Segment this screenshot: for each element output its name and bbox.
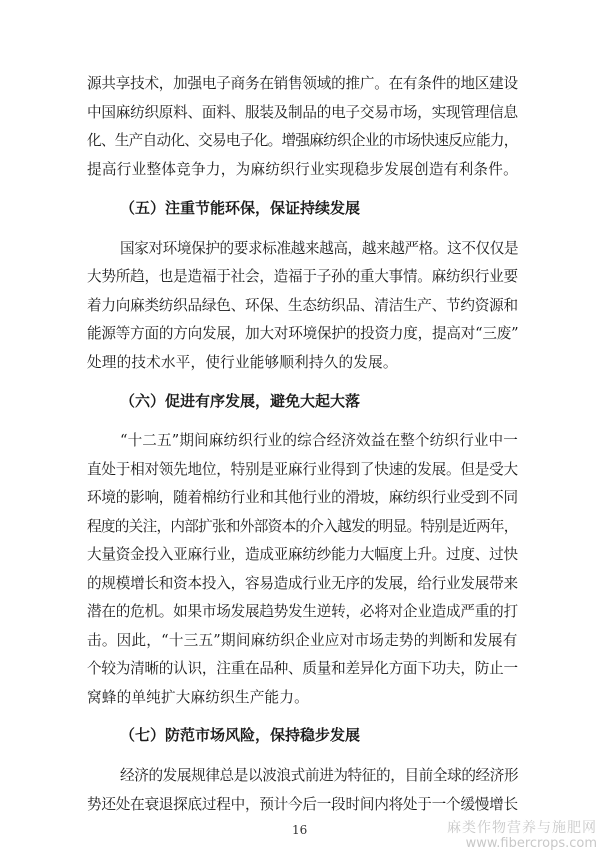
text-line: 提高行业整体竞争力，为麻纺织行业实现稳步发展创造有利条件。 [87,161,519,178]
watermark-url: www.fibercrops.com [465,836,597,851]
text-line: 着力向麻类纺织品绿色、环保、生态纺织品、清洁生产、节约资源和 [87,297,518,314]
text-line: 源共享技术，加强电子商务在销售领域的推广。在有条件的地区建设 [87,75,518,92]
text-line: 经济的发展规律总是以波浪式前进为特征的，目前全球的经济形 [120,767,519,784]
text-line: 处理的技术水平，使行业能够顺利持久的发展。 [87,354,398,371]
text-line: 直处于相对领先地位，特别是亚麻行业得到了快速的发展。但是受大 [87,461,518,478]
text-line: 环境的影响，随着棉纺行业和其他行业的滑坡，麻纺织行业受到不同 [87,489,518,506]
text-line: 的规模增长和资本投入，容易造成行业无序的发展，给行业发展带来 [87,575,518,592]
page-number: 16 [292,823,308,837]
text-line: 击。因此，“十三五”期间麻纺织企业应对市场走势的判断和发展有 [87,632,518,649]
watermark-title: 麻类作物营养与施肥网 [447,820,597,836]
text-line: 程度的关注，内部扩张和外部资本的介入越发的明显。特别是近两年， [87,518,518,535]
text-line: 国家对环境保护的要求标准越来越高，越来越严格。这不仅仅是 [120,240,519,257]
text-line: “十二五”期间麻纺织行业的综合经济效益在整个纺织行业中一 [120,432,518,449]
text-line: 大量资金投入亚麻行业，造成亚麻纺纱能力大幅度上升。过度、过快 [87,546,518,563]
text-line: 个较为清晰的认识，注重在品种、质量和差异化方面下功夫，防止一 [87,660,518,677]
text-line: 势还处在衰退探底过程中，预计今后一段时间内将处于一个缓慢增长 [87,796,518,813]
text-line: 大势所趋，也是造福于社会，造福于子孙的重大事情。麻纺织行业要 [87,268,518,285]
text-line: 化、生产自动化、交易电子化。增强麻纺织企业的市场快速反应能力， [87,132,518,149]
section-heading-6: （六）促进有序发展，避免大起大落 [120,392,361,410]
section-heading-7: （七）防范市场风险，保持稳步发展 [120,726,361,744]
text-line: 能源等方面的方向发展，加大对环境保护的投资力度，提高对“三废” [87,325,519,342]
text-line: 潜在的危机。如果市场发展趋势发生逆转，必将对企业造成严重的打 [87,603,518,620]
section-heading-5: （五）注重节能环保，保证持续发展 [120,199,361,217]
text-line: 中国麻纺织原料、面料、服装及制品的电子交易市场，实现管理信息 [87,104,518,121]
watermark [447,820,597,852]
text-line: 窝蜂的单纯扩大麻纺织生产能力。 [87,689,309,706]
